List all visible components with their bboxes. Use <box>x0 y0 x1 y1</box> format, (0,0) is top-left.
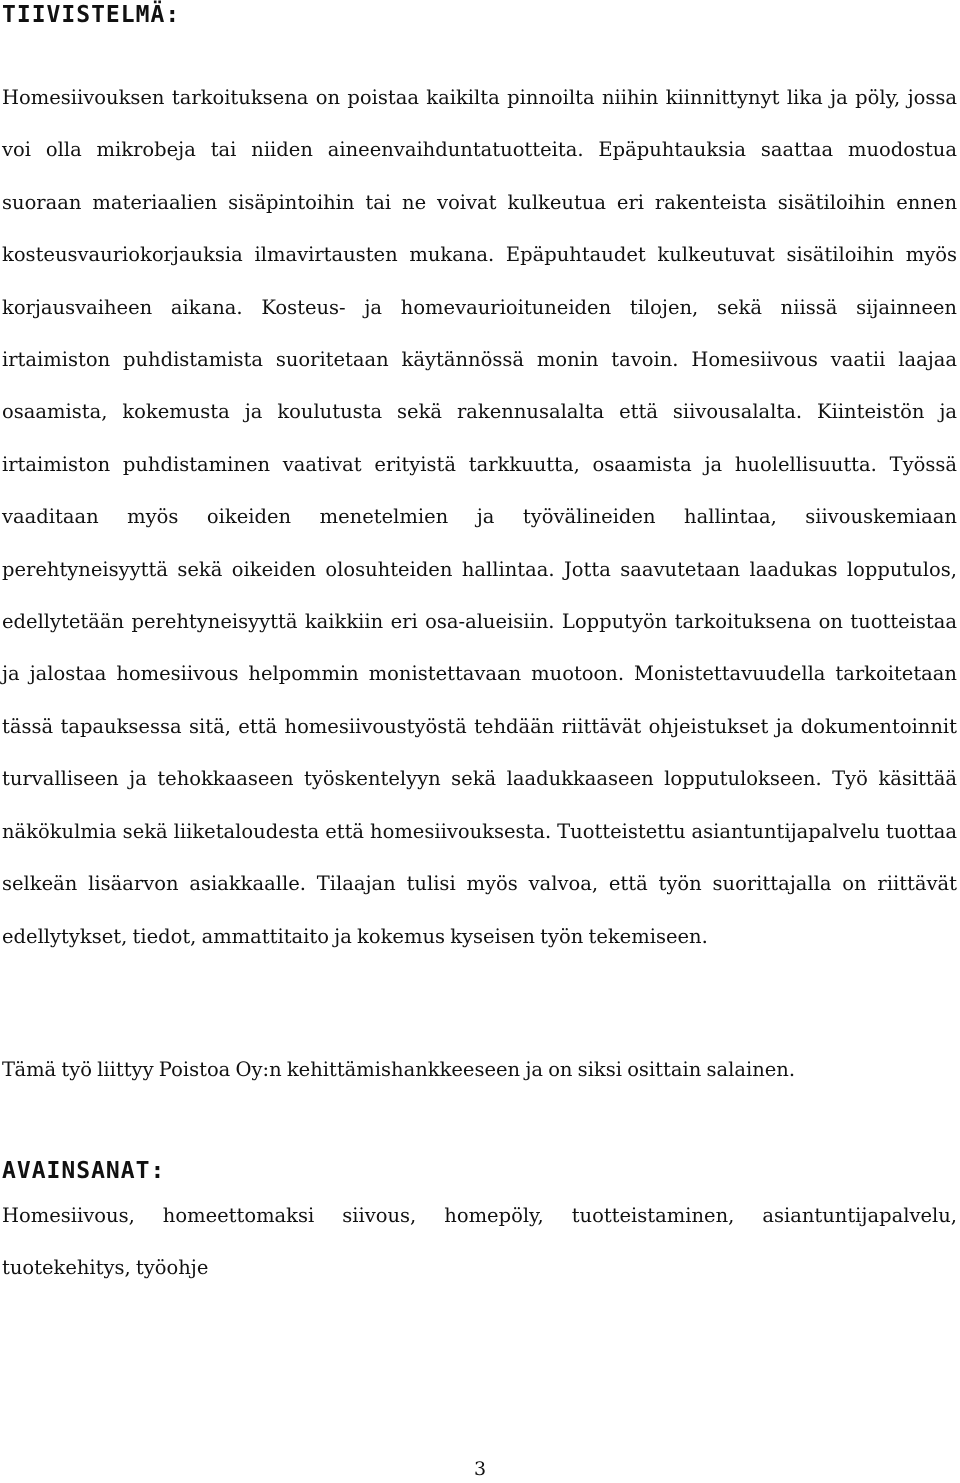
confidentiality-note: Tämä työ liittyy Poistoa Oy:n kehittämishankkeeseen ja on siksi osittain salainen. <box>2 1058 796 1081</box>
keywords-paragraph: Homesiivous, homeettomaksi siivous, homepöly, tuotteistaminen, asiantuntijapalvelu, tuotekehitys, työohje <box>2 1204 957 1280</box>
abstract-heading: TIIVISTELMÄ: <box>2 2 181 28</box>
keywords-heading: AVAINSANAT: <box>2 1158 166 1184</box>
page-number: 3 <box>473 1458 487 1480</box>
abstract-paragraph: Homesiivouksen tarkoituksena on poistaa kaikilta pinnoilta niihin kiinnittynyt lika ja pöly, jossa voi olla mikrobeja tai niiden aineenvaihduntatuotteita. Epäpuhtauksia saattaa muodostua suoraan materiaalien sisäpintoihin tai ne voivat kulkeutua eri rakenteista sisätiloihin ennen kosteusvauriokorjauksia ilmavirtausten mukana. Epäpuhtaudet kulkeutuvat sisätiloihin myös korjausvaiheen aikana. Kosteus- ja homevaurioituneiden tilojen, sekä niissä sijainneen irtaimiston puhdistamista suoritetaan käytännössä monin tavoin. Homesiivous vaatii laajaa osaamista, kokemusta ja koulutusta sekä rakennusalalta että siivousalalta. Kiinteistön ja irtaimiston puhdistaminen vaativat erityistä tarkkuutta, osaamista ja huolellisuutta. Työssä vaaditaan myös oikeiden menetelmien ja työvälineiden hallintaa, siivouskemiaan perehtyneisyyttä sekä oikeiden olosuhteiden hallintaa. Jotta saavutetaan laadukas lopputulos, edellytetään perehtyneisyyttä kaikkiin eri osa-alueisiin. Lopputyön tarkoituksena on tuotteistaa ja jalostaa homesiivous helpommin monistettavaan muotoon. Monistettavuudella tarkoitetaan tässä tapauksessa sitä, että homesiivoustyöstä tehdään riittävät ohjeistukset ja dokumentoinnit turvalliseen ja tehokkaaseen työskentelyyn sekä laadukkaaseen lopputulokseen. Työ käsittää näkökulmia sekä liiketaloudesta että homesiivouksesta. Tuotteistettu asiantuntijapalvelu tuottaa selkeän lisäarvon asiakkaalle. Tilaajan tulisi myös valvoa, että työn suorittajalla on riittävät edellytykset, tiedot, ammattitaito ja kokemus kyseisen työn tekemiseen. <box>2 86 957 948</box>
